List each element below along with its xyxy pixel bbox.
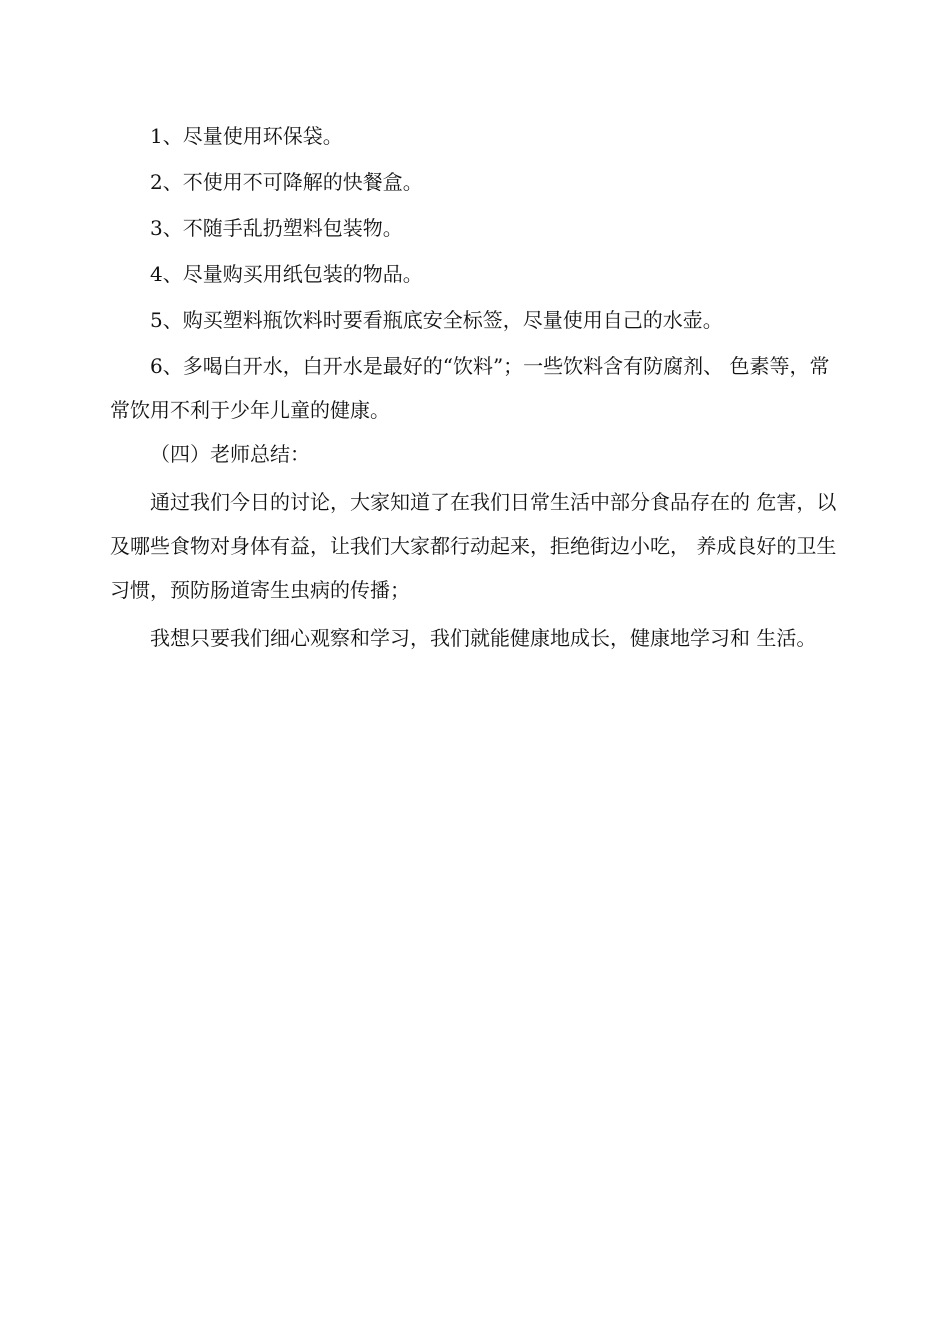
list-item-6: 6、多喝白开水，白开水是最好的“饮料”；一些饮料含有防腐剂、 色素等，常常饮用不利于少年儿童的健康。 (110, 354, 830, 422)
list-item-3: 3、不随手乱扔塑料包装物。 (150, 216, 403, 240)
summary-heading: （四）老师总结： (150, 442, 310, 466)
list-item-4: 4、尽量购买用纸包装的物品。 (150, 262, 423, 286)
list-item-5: 5、购买塑料瓶饮料时要看瓶底安全标签，尽量使用自己的水壶。 (150, 308, 723, 332)
summary-paragraph-2: 我想只要我们细心观察和学习，我们就能健康地成长，健康地学习和 生活。 (150, 626, 817, 650)
document-body (110, 114, 846, 660)
list-item-1: 1、尽量使用环保袋。 (150, 124, 343, 148)
list-item-2: 2、不使用不可降解的快餐盒。 (150, 170, 423, 194)
summary-paragraph-1: 通过我们今日的讨论，大家知道了在我们日常生活中部分食品存在的 危害，以及哪些食物对身体有益，让我们大家都行动起来，拒绝街边小吃， 养成良好的卫生习惯，预防肠道寄生虫病的传播； (110, 490, 837, 602)
